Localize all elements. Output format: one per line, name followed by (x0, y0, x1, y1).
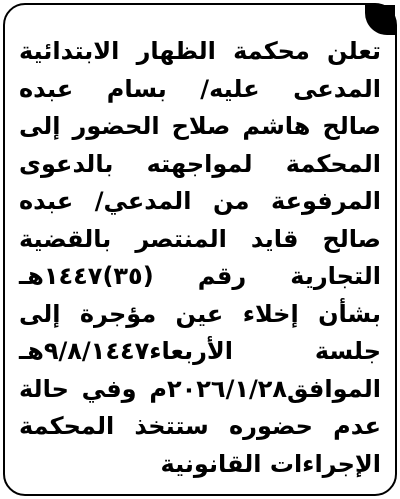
notice-line-9: جلسة الأربعاء٩/٨/١٤٤٧هـ (19, 337, 381, 365)
notice-line-1: تعلن محكمة الظهار الابتدائية (19, 37, 381, 65)
notice-line-8: بشأن إخلاء عين مؤجرة إلى (19, 299, 381, 328)
notice-line-6: صالح قايد المنتصر بالقضية (19, 224, 381, 253)
notice-line-2: المدعى عليه/ بسام عبده (19, 74, 381, 103)
notice-line-10: الموافق٢٠٢٦/١/٢٨م وفي حالة (19, 374, 381, 403)
notice-line-4: المحكمة لمواجهته بالدعوى (19, 149, 381, 178)
notice-line-11: عدم حضوره ستتخذ المحكمة (19, 412, 381, 440)
notice-line-5: المرفوعة من المدعي/ عبده (19, 187, 381, 215)
corner-tab (365, 5, 395, 35)
notice-line-7: التجارية رقم (٣٥)١٤٤٧هـ (19, 262, 381, 290)
notice-frame (3, 3, 397, 496)
notice-line-12: الإجراءات القانونية (160, 449, 381, 478)
court-notice-text (19, 33, 381, 483)
notice-line-3: صالح هاشم صلاح الحضور إلى (19, 112, 381, 140)
